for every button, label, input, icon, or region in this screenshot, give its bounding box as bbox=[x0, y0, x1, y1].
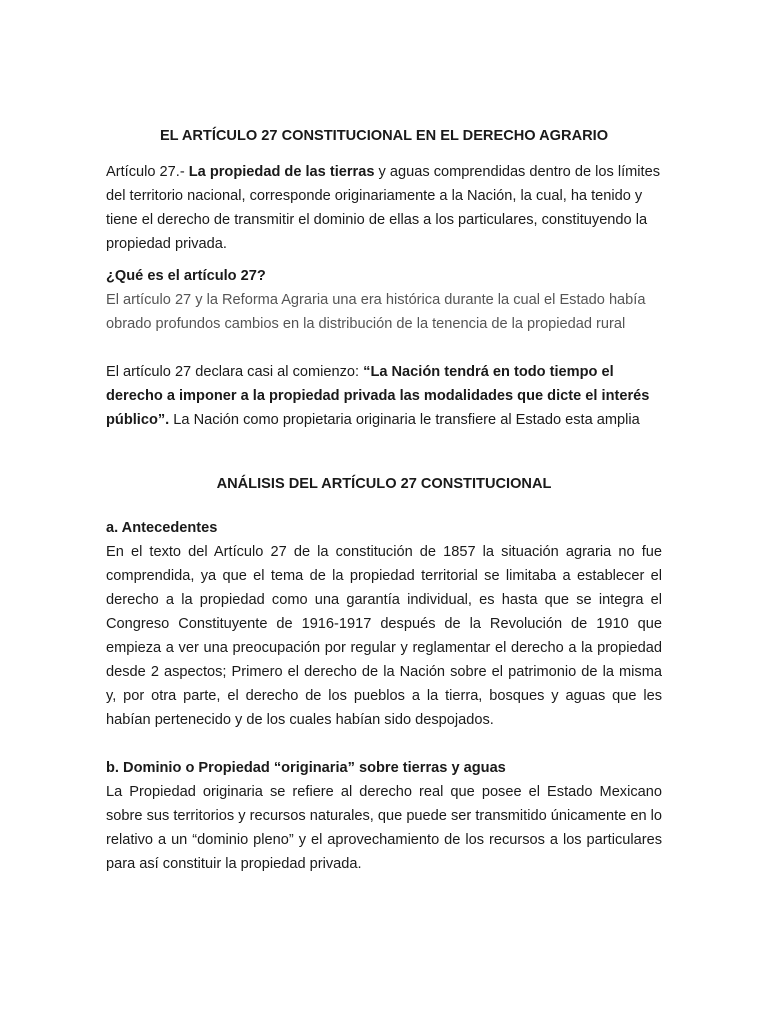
analysis-title: ANÁLISIS DEL ARTÍCULO 27 CONSTITUCIONAL bbox=[216, 476, 552, 492]
document-title: EL ARTÍCULO 27 CONSTITUCIONAL EN EL DERECHO AGRARIO bbox=[159, 128, 609, 144]
declaration-rest: La Nación como propietaria originaria le transfiere al Estado esta amplia bbox=[169, 412, 640, 428]
document-page bbox=[106, 124, 662, 876]
declaration-paragraph bbox=[106, 360, 662, 432]
section-a-body: En el texto del Artículo 27 de la constitución de 1857 la situación agraria no fue comprendida, ya que el tema de la propiedad territorial se limitaba a establecer el derecho a la propiedad como una garantía individual, es hasta que se integra el Congreso Constituyente de 1916-1917 después de la Revolución de 1910 que empieza a ver una preocupación por regular y reglamentar el derecho a la propiedad desde 2 aspectos; Primero el derecho de la Nación sobre el patrimonio de la misma y, por otra parte, el derecho de los pueblos a la tierra, bosques y aguas que les habían pertenecido y de los cuales habían sido despojados. bbox=[106, 544, 662, 728]
section-b-body: La Propiedad originaria se refiere al derecho real que posee el Estado Mexicano sobre sus territorios y recursos naturales, que puede ser transmitido únicamente en lo relativo a un “dominio pleno” y el aprovechamiento de los recursos a los particulares para así constituir la propiedad privada. bbox=[106, 784, 662, 872]
intro-rest: y aguas comprendidas dentro de los límites del territorio nacional, corresponde originariamente a la Nación, la cual, ha tenido y tiene el derecho de transmitir el dominio de ellas a los particulares, constituyendo la propiedad privada. bbox=[106, 164, 661, 252]
section-b-heading: b. Dominio o Propiedad “originaria” sobre tierras y aguas bbox=[106, 760, 506, 776]
question-heading: ¿Qué es el artículo 27? bbox=[106, 268, 266, 284]
question-answer: El artículo 27 y la Reforma Agraria una era histórica durante la cual el Estado había obrado profundos cambios en la distribución de la tenencia de la propiedad rural bbox=[106, 292, 646, 332]
intro-bold: La propiedad de las tierras bbox=[188, 164, 375, 180]
intro-prefix: Artículo 27.- bbox=[106, 164, 189, 180]
declaration-bold: “La Nación tendrá en todo tiempo el derecho a imponer a la propiedad privada las modalidades que dicte el interés público”. bbox=[106, 364, 650, 428]
section-a-heading: a. Antecedentes bbox=[106, 520, 218, 536]
declaration-prefix: El artículo 27 declara casi al comienzo: bbox=[106, 364, 364, 380]
intro-paragraph bbox=[106, 160, 662, 256]
